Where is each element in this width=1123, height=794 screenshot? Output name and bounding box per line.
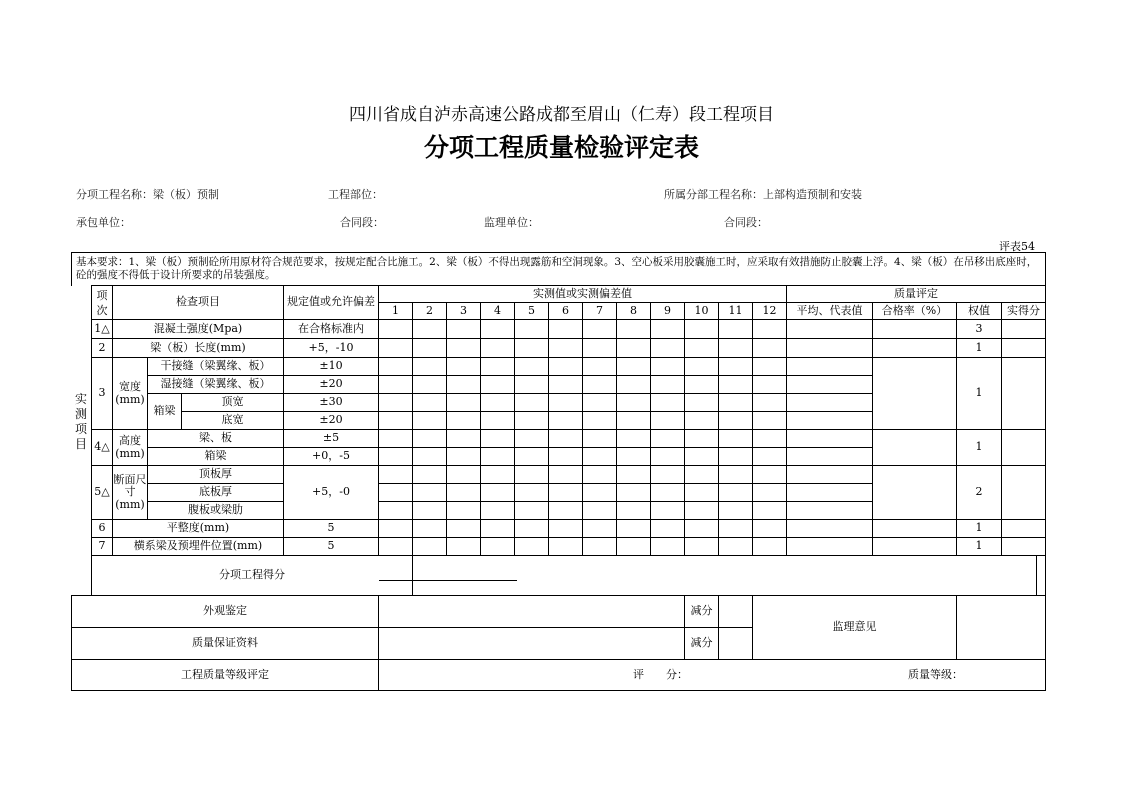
row5-sub2: 底板厚 <box>148 484 284 502</box>
quality-docs-label: 质量保证资料 <box>72 628 379 660</box>
score-underline <box>379 580 517 581</box>
row3-top-width: 顶宽 <box>182 394 284 412</box>
project-line: 四川省成自泸赤高速公路成都至眉山（仁寿）段工程项目 <box>349 105 774 125</box>
row5-group: 断面尺寸(mm) <box>113 466 148 520</box>
row4-sub1: 梁、板 <box>148 430 284 448</box>
row3-spec3: ±30 <box>284 394 379 412</box>
row3-sub1: 干接缝（梁翼缘、板） <box>148 358 284 376</box>
col-avg-header: 平均、代表值 <box>787 303 873 320</box>
row3-spec4: ±20 <box>284 412 379 430</box>
row7-item: 横系梁及预埋件位置(mm) <box>113 538 284 556</box>
row3-box-girder: 箱梁 <box>148 394 182 430</box>
row2-seq: 2 <box>92 339 113 358</box>
row4-spec1: ±5 <box>284 430 379 448</box>
row6-spec: 5 <box>284 520 379 538</box>
contract-section-label-2: 合同段： <box>724 216 768 229</box>
form-number: 评表54 <box>999 240 1035 253</box>
row2-weight: 1 <box>957 339 1002 358</box>
measure-no-11: 11 <box>719 303 753 320</box>
col-measured-header: 实测值或实测偏差值 <box>379 286 787 303</box>
location-label: 工程部位： <box>328 188 383 201</box>
col-spec-header: 规定值或允许偏差 <box>284 286 379 320</box>
grade-text: 质量等级： <box>908 667 963 681</box>
col-item-header: 检查项目 <box>113 286 284 320</box>
basic-requirements: 基本要求：1、梁（板）预制砼所用原材符合规范要求，按规定配合比施工。2、梁（板）不得出现露筋和空洞现象。3、空心板采用胶囊施工时，应采取有效措施防止胶囊上浮。4、梁（板）在吊移出底座时，砼的强度不得低于设计所要求的吊装强度。 <box>72 253 1046 286</box>
measure-no-9: 9 <box>651 303 685 320</box>
row3-bottom-width: 底宽 <box>182 412 284 430</box>
quality-docs-deduct-label: 减分 <box>685 628 719 660</box>
row5-sub3: 腹板或梁肋 <box>148 502 284 520</box>
row1-weight: 3 <box>957 320 1002 339</box>
row1-spec: 在合格标准内 <box>284 320 379 339</box>
score-text: 评 分： <box>633 667 688 681</box>
col-score-header: 实得分 <box>1002 303 1046 320</box>
measure-no-8: 8 <box>617 303 651 320</box>
grade-eval-cell <box>379 660 1046 691</box>
row3-seq: 3 <box>92 358 113 430</box>
form-title: 分项工程质量检验评定表 <box>423 133 699 162</box>
row5-weight: 2 <box>957 466 1002 520</box>
subproject-score-label: 分项工程得分 <box>92 556 413 596</box>
supervision-opinion-label: 监理意见 <box>753 596 957 660</box>
row7-weight: 1 <box>957 538 1002 556</box>
appearance-deduct-label: 减分 <box>685 596 719 628</box>
row4-weight: 1 <box>957 430 1002 466</box>
measure-no-2: 2 <box>413 303 447 320</box>
row4-seq: 4△ <box>92 430 113 466</box>
col-pass-rate-header: 合格率（%） <box>873 303 957 320</box>
row3-sub2: 湿接缝（梁翼缘、板） <box>148 376 284 394</box>
grade-eval-label: 工程质量等级评定 <box>72 660 379 691</box>
row3-group: 宽度(mm) <box>113 358 148 430</box>
row6-item: 平整度(mm) <box>113 520 284 538</box>
contract-section-label: 合同段： <box>340 216 384 229</box>
row5-spec: +5，-0 <box>284 466 379 520</box>
row1-seq: 1△ <box>92 320 113 339</box>
row4-group: 高度(mm) <box>113 430 148 466</box>
contractor-label: 承包单位： <box>76 216 131 229</box>
measure-no-5: 5 <box>515 303 549 320</box>
row5-seq: 5△ <box>92 466 113 520</box>
row6-weight: 1 <box>957 520 1002 538</box>
parent-project: 所属分部工程名称：上部构造预制和安装 <box>664 188 862 201</box>
measure-no-1: 1 <box>379 303 413 320</box>
row7-seq: 7 <box>92 538 113 556</box>
subproject-name: 分项工程名称：梁（板）预制 <box>76 188 219 201</box>
measure-no-6: 6 <box>549 303 583 320</box>
measure-no-7: 7 <box>583 303 617 320</box>
row6-seq: 6 <box>92 520 113 538</box>
inspection-table <box>71 252 1046 691</box>
row3-spec1: ±10 <box>284 358 379 376</box>
subproject-score-value <box>413 556 1037 596</box>
row7-spec: 5 <box>284 538 379 556</box>
measure-no-4: 4 <box>481 303 515 320</box>
row3-weight: 1 <box>957 358 1002 430</box>
supervisor-label: 监理单位： <box>484 216 539 229</box>
row2-spec: +5，-10 <box>284 339 379 358</box>
row3-spec2: ±20 <box>284 376 379 394</box>
measure-no-10: 10 <box>685 303 719 320</box>
measure-no-3: 3 <box>447 303 481 320</box>
col-quality-header: 质量评定 <box>787 286 1046 303</box>
col-weight-header: 权值 <box>957 303 1002 320</box>
row1-item: 混凝土强度(Mpa) <box>113 320 284 339</box>
row2-item: 梁（板）长度(mm) <box>113 339 284 358</box>
row4-sub2: 箱梁 <box>148 448 284 466</box>
measure-no-12: 12 <box>753 303 787 320</box>
col-seq-header: 项次 <box>92 286 113 320</box>
row4-spec2: +0，-5 <box>284 448 379 466</box>
side-label-measured-items: 实测项目 <box>75 392 88 451</box>
appearance-label: 外观鉴定 <box>72 596 379 628</box>
row5-sub1: 顶板厚 <box>148 466 284 484</box>
